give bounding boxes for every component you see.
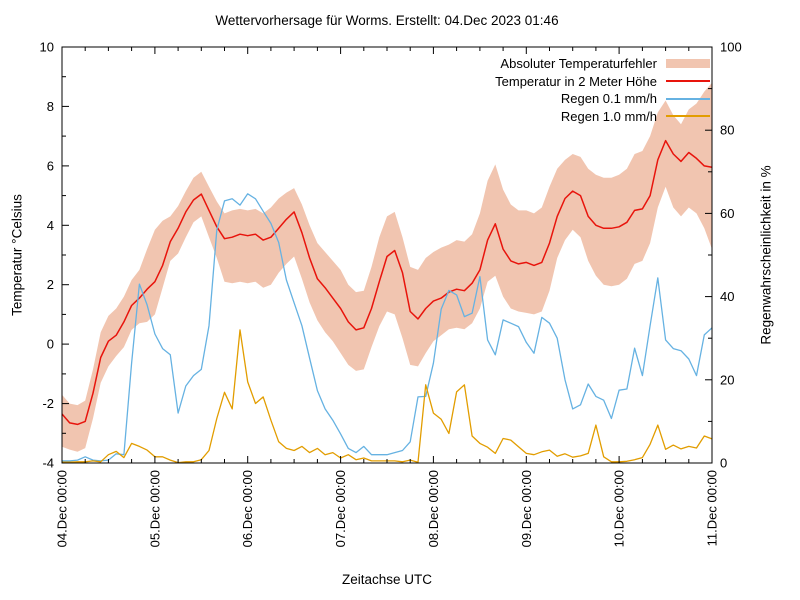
legend-label: Regen 1.0 mm/h <box>560 108 657 124</box>
legend-item-temperature <box>495 73 710 91</box>
x-tick-label: 11.Dec 00:00 <box>704 470 720 547</box>
x-tick-label: 10.Dec 00:00 <box>611 470 627 548</box>
y-left-tick-label: -2 <box>42 396 54 412</box>
x-tick-label: 08.Dec 00:00 <box>425 470 441 548</box>
y-left-tick-label: 8 <box>46 98 54 114</box>
y-left-tick-label: 0 <box>46 336 54 352</box>
chart-title: Wettervorhersage für Worms. Erstellt: 04.Dec 2023 01:46 <box>215 13 559 28</box>
legend-label: Regen 0.1 mm/h <box>560 91 657 107</box>
temperature-line-swatch <box>666 80 710 82</box>
series-rain-10mm-line <box>62 330 712 463</box>
legend-item-rain01 <box>495 90 710 108</box>
y-left-tick-label: 4 <box>46 217 54 233</box>
y-left-tick-label: 2 <box>46 277 54 293</box>
y-right-tick-label: 60 <box>720 205 735 221</box>
x-tick-label: 05.Dec 00:00 <box>147 470 163 548</box>
x-tick-label: 07.Dec 00:00 <box>333 470 349 548</box>
y-left-tick-label: -4 <box>42 455 54 471</box>
y-right-axis-title: Regenwahrscheinlichkeit in % <box>758 165 774 345</box>
y-right-tick-label: 40 <box>720 289 735 305</box>
legend-item-error-band <box>495 55 710 73</box>
rain10-line-swatch <box>666 115 710 117</box>
rain01-line-swatch <box>666 98 710 100</box>
error-band-swatch <box>666 59 710 68</box>
x-tick-label: 04.Dec 00:00 <box>54 470 70 548</box>
x-tick-label: 06.Dec 00:00 <box>240 470 256 548</box>
x-axis-title: Zeitachse UTC <box>341 572 433 587</box>
y-right-tick-label: 80 <box>720 122 735 138</box>
legend-item-rain10 <box>495 108 710 126</box>
y-right-tick-label: 20 <box>720 372 735 388</box>
y-left-tick-label: 6 <box>46 158 54 174</box>
legend <box>495 55 710 125</box>
legend-label: Absoluter Temperaturfehler <box>500 56 657 72</box>
y-right-tick-label: 100 <box>720 39 742 55</box>
y-right-tick-label: 0 <box>720 455 728 471</box>
y-left-axis-title: Temperatur °Celsius <box>9 194 25 316</box>
y-left-tick-label: 10 <box>39 39 54 55</box>
legend-label: Temperatur in 2 Meter Höhe <box>495 73 657 89</box>
series-temperature-error-band <box>62 83 712 452</box>
x-tick-label: 09.Dec 00:00 <box>518 470 534 548</box>
